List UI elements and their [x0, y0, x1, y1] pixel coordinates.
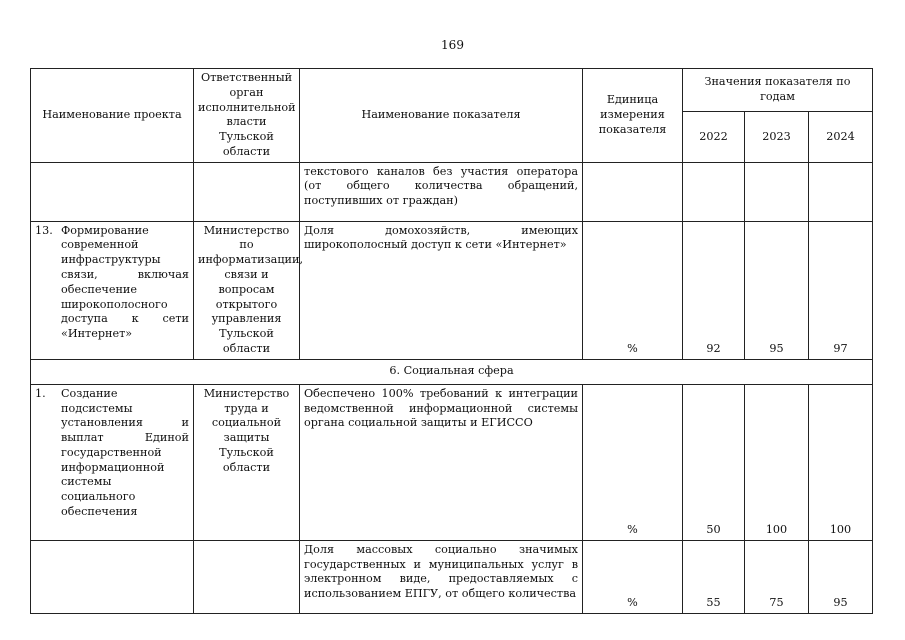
project-title: Формирование современной инфраструктуры связи, включая обеспечение широкополосного доступа к сети «Интернет»	[61, 223, 189, 341]
unit-cell: %	[583, 221, 683, 359]
project-cell	[31, 540, 194, 613]
value-cell: 100	[809, 384, 873, 540]
indicators-table	[30, 68, 873, 614]
unit-cell: %	[583, 540, 683, 613]
responsible-cell: Министерство по информатизации, связи и вопросам открытого управления Тульской области	[194, 221, 300, 359]
col-header-year: 2022	[683, 112, 745, 163]
col-header-indicator: Наименование показателя	[300, 69, 583, 163]
value-cell: 50	[683, 384, 745, 540]
col-header-year: 2024	[809, 112, 873, 163]
indicator-cell: Обеспечено 100% требований к интеграции ведомственной информационной системы органа социальной защиты и ЕГИССО	[300, 384, 583, 540]
unit-cell	[583, 162, 683, 221]
col-header-values: Значения показателя по годам	[683, 69, 873, 112]
responsible-cell	[194, 162, 300, 221]
page-number: 169	[441, 38, 464, 52]
project-cell	[31, 162, 194, 221]
col-header-unit: Единица измерения показателя	[583, 69, 683, 163]
value-cell: 97	[809, 221, 873, 359]
value-cell	[745, 162, 809, 221]
indicator-cell: Доля домохозяйств, имеющих широкополосный доступ к сети «Интернет»	[300, 221, 583, 359]
value-cell: 55	[683, 540, 745, 613]
responsible-cell: Министерство труда и социальной защиты Тульской области	[194, 384, 300, 540]
responsible-cell	[194, 540, 300, 613]
value-cell: 92	[683, 221, 745, 359]
value-cell: 100	[745, 384, 809, 540]
project-title: Создание подсистемы установления и выплат Единой государственной информационной системы социального обеспечения	[61, 386, 189, 518]
section-row	[31, 359, 873, 384]
unit-cell: %	[583, 384, 683, 540]
value-cell: 95	[745, 221, 809, 359]
project-cell	[31, 384, 194, 540]
col-header-project: Наименование проекта	[31, 69, 194, 163]
col-header-responsible: Ответственный орган исполнительной власти Тульской области	[194, 69, 300, 163]
header-row	[31, 69, 873, 112]
indicator-cell: текстового каналов без участия оператора (от общего количества обращений, поступивших от граждан)	[300, 162, 583, 221]
table-row	[31, 384, 873, 540]
value-cell	[809, 162, 873, 221]
project-number: 13.	[35, 223, 53, 237]
section-title: 6. Социальная сфера	[31, 359, 873, 384]
table-row	[31, 162, 873, 221]
table-row	[31, 540, 873, 613]
project-cell	[31, 221, 194, 359]
project-number: 1.	[35, 386, 46, 400]
value-cell	[683, 162, 745, 221]
value-cell: 95	[809, 540, 873, 613]
indicator-cell: Доля массовых социально значимых государственных и муниципальных услуг в электронном виде, предоставляемых с использованием ЕПГУ, от общего количества	[300, 540, 583, 613]
col-header-year: 2023	[745, 112, 809, 163]
value-cell: 75	[745, 540, 809, 613]
table-row	[31, 221, 873, 359]
